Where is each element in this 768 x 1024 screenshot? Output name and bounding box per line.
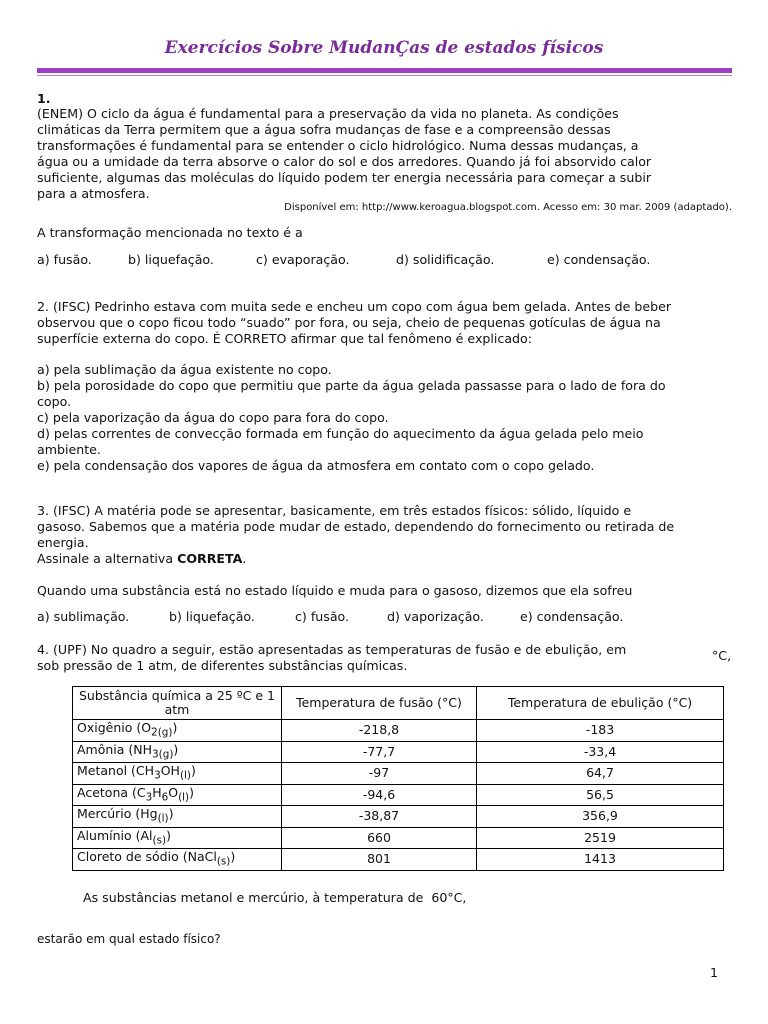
q4-statement [37,642,705,674]
substance-cell [73,741,282,763]
formula-part: H [152,784,162,800]
substance-cell [73,763,282,785]
substance-name: Metanol (CH [77,763,155,778]
title-divider [37,68,732,73]
q2-line: superfície externa do copo. É CORRETO afirmar que tal fenômeno é explicado: [37,331,532,346]
boiling-cell: 56,5 [477,784,724,806]
table-row [73,849,724,871]
paren: ) [166,827,171,843]
q3-line: gasoso. Sabemos que a matéria pode mudar de estado, dependendo do fornecimento ou retirada de [37,519,675,534]
subscript: (l) [157,812,169,825]
paren: ) [173,741,179,757]
table-row [73,806,724,828]
q3-instruction-suffix: . [242,551,247,566]
paren: ) [230,849,236,864]
q2-statement [37,299,732,347]
boiling-cell: -183 [477,720,724,742]
q3-instruction-bold: CORRETA [177,551,243,566]
q1-option-c[interactable]: c) evaporação. [256,252,350,267]
table-header-row [73,687,724,720]
q3-option-d[interactable]: d) vaporização. [387,609,484,624]
temperature-table [72,686,724,871]
substance-name: Cloreto de sódio (NaCl [77,849,217,864]
q1-line: suficiente, algumas das moléculas do líquido podem ter energia necessária para começar a subir [37,170,652,185]
q1-statement [37,106,732,202]
boiling-cell: 2519 [477,827,724,849]
fusion-cell: -218,8 [282,720,477,742]
q1-prompt: A transformação mencionada no texto é a [37,225,303,240]
q3-option-b[interactable]: b) liquefação. [169,609,255,624]
q1-source: Disponível em: http://www.keroagua.blogspot.com. Acesso em: 30 mar. 2009 (adaptado). [284,202,732,213]
table-header: Temperatura de fusão (°C) [282,687,477,720]
q2-option-c[interactable]: c) pela vaporização da água do copo para fora do copo. [37,410,389,425]
substance-cell [73,720,282,742]
table-row [73,720,724,742]
q4-line: 4. (UPF) No quadro a seguir, estão apresentadas as temperaturas de fusão e de ebulição, em [37,642,627,657]
q1-line: água ou a umidade da terra absorve o calor do sol e dos arredores. Quando já foi absorvido calor [37,154,652,169]
boiling-cell: -33,4 [477,741,724,763]
q1-line: (ENEM) O ciclo da água é fundamental para a preservação da vida no planeta. As condições [37,106,619,121]
paren: ) [190,763,196,778]
subscript: 6 [161,791,169,803]
q2-option-d[interactable]: d) pelas correntes de convecção formada em função do aquecimento da água gelada pelo meio [37,426,644,441]
fusion-cell: 660 [282,827,477,849]
q1-line: para a atmosfera. [37,186,150,201]
q3-statement [37,503,732,567]
table-header: Substância química a 25 ºC e 1 atm [73,687,282,720]
substance-name: Alumínio (Al [77,827,153,843]
fusion-cell: -77,7 [282,741,477,763]
q2-options [37,362,732,474]
subscript: (s) [152,834,167,846]
q3-line: energia. [37,535,89,550]
substance-name: Mercúrio (Hg [77,806,158,821]
subscript: (s) [216,855,231,868]
q1-option-a[interactable]: a) fusão. [37,252,92,267]
q4-question-line1: As substâncias metanol e mercúrio, à temperatura de 60°C, [83,890,467,905]
title-divider-thin [37,75,732,76]
q3-prompt: Quando uma substância está no estado líquido e muda para o gasoso, dizemos que ela sofreu [37,583,633,598]
table-row [73,763,724,785]
substance-cell [73,849,282,871]
table-row [73,827,724,849]
q4-question-line2: estarão em qual estado físico? [37,932,221,946]
fusion-cell: -38,87 [282,806,477,828]
page-title: Exercícios Sobre MudanÇas de estados físicos [164,38,604,58]
paren: ) [172,720,178,735]
q3-option-e[interactable]: e) condensação. [520,609,624,624]
q2-option-a[interactable]: a) pela sublimação da água existente no copo. [37,362,332,377]
boiling-cell: 64,7 [477,763,724,785]
q1-option-e[interactable]: e) condensação. [547,252,651,267]
q2-line: 2. (IFSC) Pedrinho estava com muita sede e encheu um copo com água bem gelada. Antes de beber [37,299,672,314]
q3-option-a[interactable]: a) sublimação. [37,609,130,624]
q1-option-d[interactable]: d) solidificação. [396,252,495,267]
fusion-cell: -94,6 [282,784,477,806]
substance-name: Oxigênio (O [77,720,152,735]
substance-cell [73,784,282,806]
subscript: 3(g) [152,748,174,760]
paren: ) [168,806,174,821]
boiling-cell: 356,9 [477,806,724,828]
boiling-cell: 1413 [477,849,724,871]
q3-option-c[interactable]: c) fusão. [295,609,350,624]
fusion-cell: -97 [282,763,477,785]
substance-name: Acetona (C [77,784,146,800]
q2-option-b-cont[interactable]: copo. [37,394,72,409]
subscript: 3 [154,769,161,782]
fusion-cell: 801 [282,849,477,871]
q1-number: 1. [37,91,51,106]
formula-part: O [168,784,179,800]
q3-instruction [37,551,732,567]
q1-options [37,252,737,268]
substance-name: Amônia (NH [77,741,153,757]
q3-instruction-prefix: Assinale a alternativa [37,551,178,566]
q2-option-b[interactable]: b) pela porosidade do copo que permitiu que parte da água gelada passasse para o lado de fora do [37,378,666,393]
page-number: 1 [709,965,718,980]
subscript: (l) [178,791,190,803]
q4-unit: °C, [712,648,732,663]
subscript: 3 [145,791,153,803]
q1-option-b[interactable]: b) liquefação. [128,252,214,267]
table-header: Temperatura de ebulição (°C) [477,687,724,720]
q2-line: observou que o copo ficou todo “suado” por fora, ou seja, cheio de pequenas gotículas de água na [37,315,661,330]
paren: ) [189,784,195,800]
formula-part: OH [160,763,180,778]
q4-line: sob pressão de 1 atm, de diferentes substâncias químicas. [37,658,408,673]
q3-line: 3. (IFSC) A matéria pode se apresentar, basicamente, em três estados físicos: sólido, líquido e [37,503,632,518]
subscript: 2(g) [151,726,173,739]
table-row [73,784,724,806]
substance-cell [73,827,282,849]
q1-line: climáticas da Terra permitem que a água sofra mudanças de fase e a compreensão dessas [37,122,611,137]
q1-line: transformações é fundamental para se entender o ciclo hidrológico. Numa dessas mudanças, a [37,138,639,153]
table-row [73,741,724,763]
q2-option-d-cont[interactable]: ambiente. [37,442,101,457]
substance-cell [73,806,282,828]
q3-options [37,609,737,625]
q2-option-e[interactable]: e) pela condensação dos vapores de água da atmosfera em contato com o copo gelado. [37,458,595,473]
subscript: (l) [179,769,191,782]
